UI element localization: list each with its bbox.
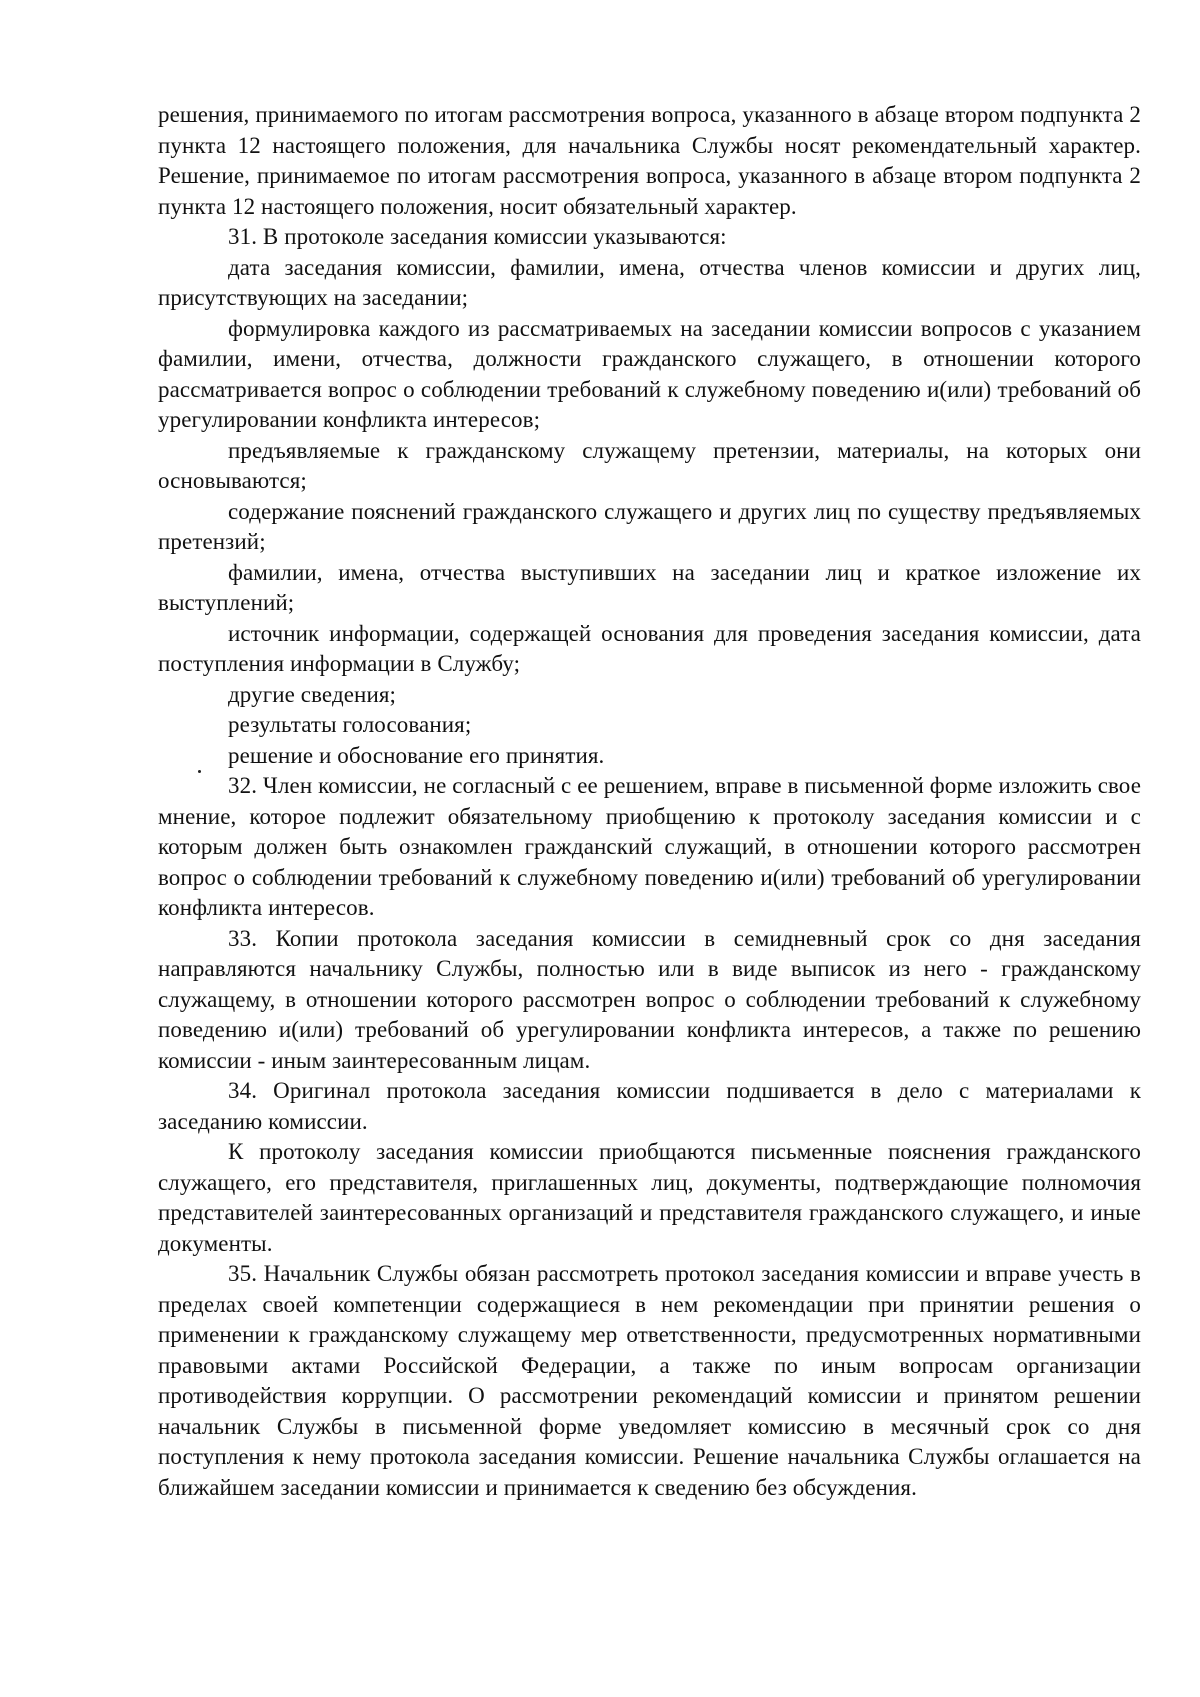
paragraph-decision-continuation: решения, принимаемого по итогам рассмотрения вопроса, указанного в абзаце втором подпункта 2 пункта 12 настоящего положения, для начальника Службы носят рекомендательный характер. Решение, принимаемое по итогам рассмотрения вопроса, указанного в абзаце втором подпункта 2 пункта 12 настоящего положения, носит обязательный характер.	[158, 102, 1141, 219]
paragraph-info-source: источник информации, содержащей основания для проведения заседания комиссии, дата поступления информации в Службу;	[158, 620, 1141, 676]
paragraph-meeting-date: дата заседания комиссии, фамилии, имена, отчества членов комиссии и других лиц, присутствующих на заседании;	[158, 254, 1141, 310]
paragraph-35: 35. Начальник Службы обязан рассмотреть протокол заседания комиссии и вправе учесть в пределах своей компетенции содержащиеся в нем рекомендации при принятии решения о применении к гражданскому служащему мер ответственности, предусмотренных нормативными правовыми актами Российской Федерации, а также по иным вопросам организации противодействия коррупции. О рассмотрении рекомендаций комиссии и принятом решении начальник Службы в письменной форме уведомляет комиссию в месячный срок со дня поступления к нему протокола заседания комиссии. Решение начальника Службы оглашается на ближайшем заседании комиссии и принимается к сведению без обсуждения.	[158, 1261, 1141, 1500]
paragraph-explanations: содержание пояснений гражданского служащего и других лиц по существу предъявляемых претензий;	[158, 498, 1141, 554]
paragraph-voting-results: результаты голосования;	[228, 712, 472, 737]
paragraph-34: 34. Оригинал протокола заседания комиссии подшивается в дело с материалами к заседанию комиссии.	[158, 1078, 1141, 1134]
scan-speck	[198, 770, 201, 773]
paragraph-question-wording: формулировка каждого из рассматриваемых на заседании комиссии вопросов с указанием фамилии, имени, отчества, должности гражданского служащего, в отношении которого рассматривается вопрос о соблюдении требований к служебному поведению и(или) требований об урегулировании конфликта интересов;	[158, 315, 1141, 432]
document-body	[158, 100, 1141, 1503]
paragraph-33: 33. Копии протокола заседания комиссии в семидневный срок со дня заседания направляются начальнику Службы, полностью или в виде выписок из него - гражданскому служащему, в отношении которого рассмотрен вопрос о соблюдении требований к служебному поведению и(или) требований об урегулировании конфликта интересов, а также по решению комиссии - иным заинтересованным лицам.	[158, 925, 1141, 1073]
paragraph-decision-rationale: решение и обоснование его принятия.	[228, 742, 605, 768]
paragraph-speakers: фамилии, имена, отчества выступивших на заседании лиц и краткое изложение их выступлений;	[158, 559, 1141, 615]
paragraph-34-attachments: К протоколу заседания комиссии приобщаются письменные пояснения гражданского служащего, его представителя, приглашенных лиц, документы, подтверждающие полномочия представителей заинтересованных организаций и представителя гражданского служащего, и иные документы.	[158, 1139, 1141, 1256]
paragraph-31-heading: 31. В протоколе заседания комиссии указываются:	[228, 224, 727, 249]
paragraph-claims: предъявляемые к гражданскому служащему претензии, материалы, на которых они основываются;	[158, 437, 1141, 493]
paragraph-32: 32. Член комиссии, не согласный с ее решением, вправе в письменной форме изложить свое мнение, которое подлежит обязательному приобщению к протоколу заседания комиссии и с которым должен быть ознакомлен гражданский служащий, в отношении которого рассмотрен вопрос о соблюдении требований к служебному поведению и(или) требований об урегулировании конфликта интересов.	[158, 773, 1141, 920]
paragraph-other-info: другие сведения;	[228, 681, 397, 707]
